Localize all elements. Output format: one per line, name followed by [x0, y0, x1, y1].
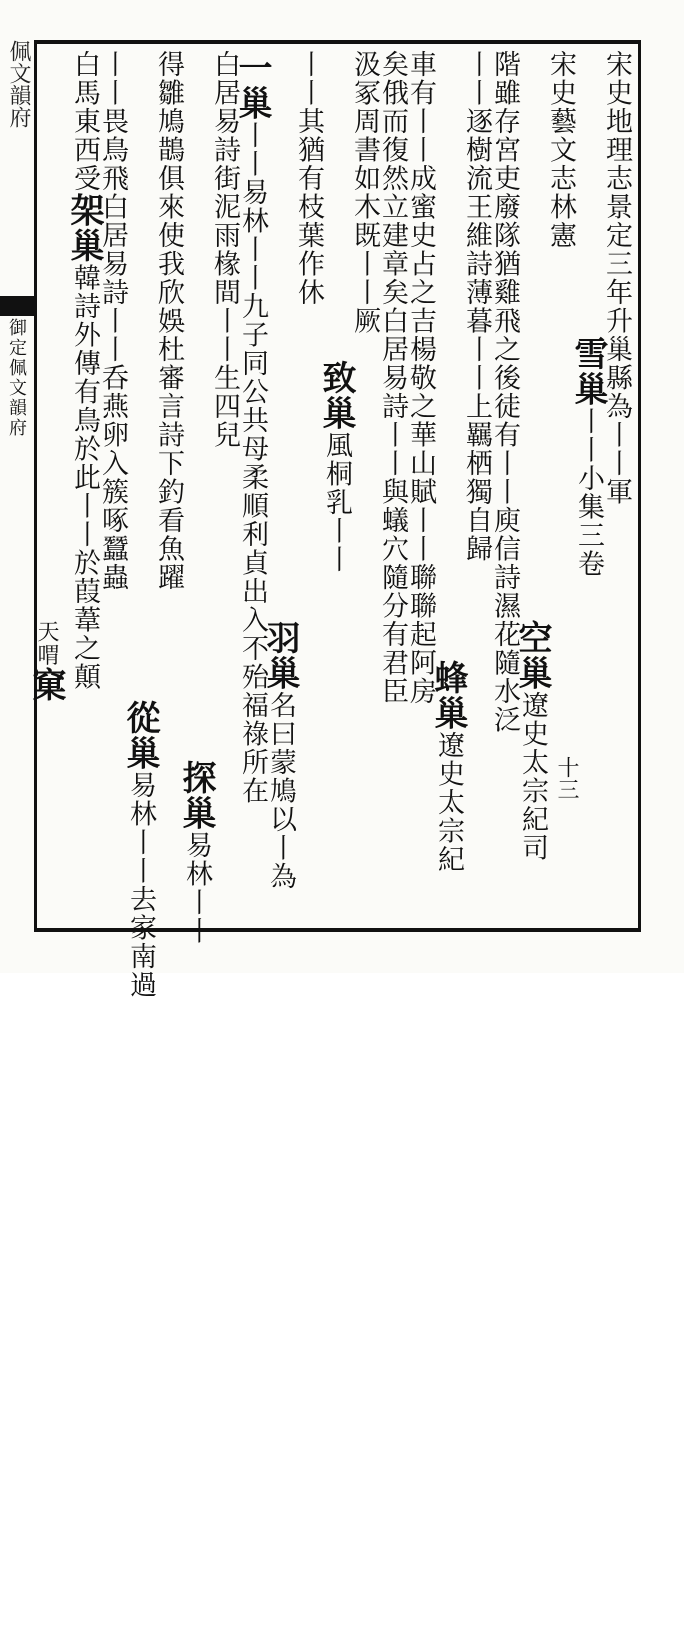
column-text: 名曰蒙鳩以丨為 [265, 691, 296, 891]
column-text: 車有丨丨成蜜史占之吉楊敬之華山賦丨丨聯聯起阿房 [405, 50, 436, 706]
column-text: 丨丨其猶有枝葉作休 [293, 50, 324, 307]
headword: 窠 [26, 667, 66, 703]
column-text: 易林丨丨去家南過 [125, 771, 156, 999]
headword: 致巢 [316, 360, 356, 431]
column-text: 白居易詩街泥雨椽間丨丨生四兒 [209, 50, 240, 449]
margin-title: 御定佩文韻府 [6, 318, 27, 438]
column-text: 汲冢周書如木既丨丨厥 [349, 50, 380, 335]
text-column [64, 50, 104, 920]
column-text: 丨丨小集三卷 [573, 407, 604, 578]
column-text: 丨丨易林丨丨九子同公共母柔順利貞出入不殆福祿所在 [237, 121, 268, 805]
page-number: 十三 [554, 756, 579, 800]
column-text: 得雛鳩鵲俱來使我欣娛杜審言詩下釣看魚躍 [153, 50, 184, 592]
margin-header: 佩文韻府 [6, 40, 31, 128]
top-border [36, 40, 640, 44]
right-border [638, 40, 641, 932]
column-text: 遼史太宗紀司 [517, 691, 548, 862]
headword: 架巢 [64, 192, 104, 264]
headword: 雪巢 [568, 336, 608, 407]
column-text: 宋史地理志景定三年升巢縣為丨丨軍 [601, 50, 632, 506]
margin-divider [34, 40, 37, 932]
column-text: 矣俄而復然立建章矣白居易詩丨丨與蟻穴隨分有君臣 [377, 50, 408, 706]
headword: 羽巢 [260, 620, 300, 691]
column-text: 丨丨逐樹流王維詩薄暮丨丨上羈栖獨自歸 [461, 50, 492, 563]
column-text: 遼史太宗紀 [433, 731, 464, 874]
column-text: 丨丨畏鳥飛白居易詩丨丨呑燕卵入簇啄蠶蟲 [97, 50, 128, 592]
headword: 一巢 [232, 50, 272, 121]
headword: 從巢 [120, 700, 160, 771]
text-column [26, 620, 66, 1490]
column-text: 階雖存宮吏廢隊猶雞飛之後徒有丨丨庾信詩濕花隨水泛 [489, 50, 520, 734]
column-text: 風桐乳丨丨 [321, 431, 352, 574]
headword: 空巢 [512, 620, 552, 691]
column-text: 天喟 [34, 620, 59, 667]
headword: 探巢 [176, 760, 216, 831]
column-text: 韓詩外傳有鳥於此丨丨於葭葦之顛 [69, 263, 100, 691]
column-text: 白馬東西受 [69, 50, 100, 193]
headword: 蜂巢 [428, 660, 468, 731]
column-text: 宋史藝文志林憲 [545, 50, 576, 250]
column-text: 易林丨丨 [181, 831, 212, 945]
